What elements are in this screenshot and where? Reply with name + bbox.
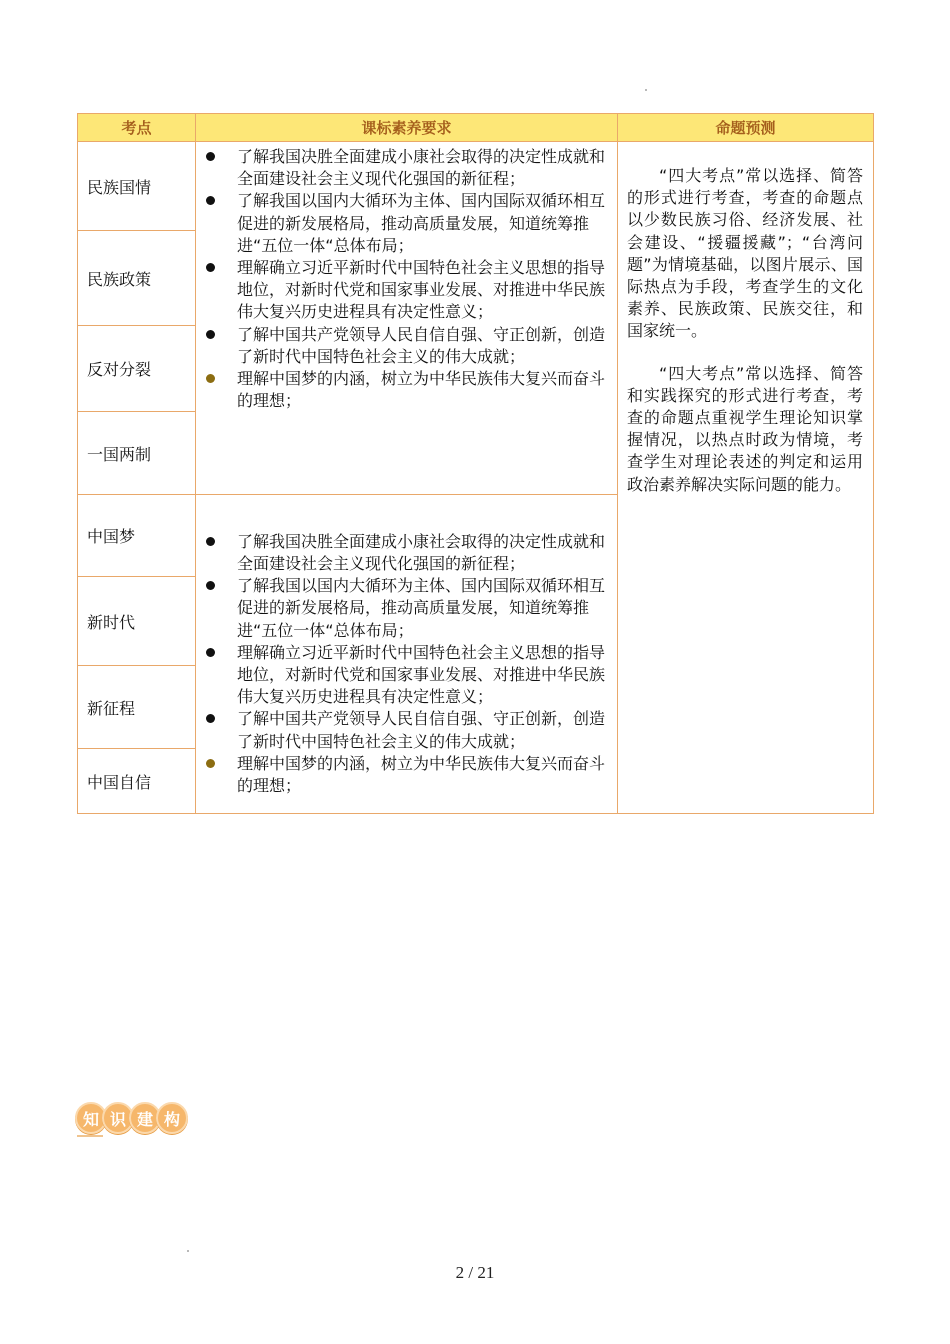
list-item: 了解我国以国内大循环为主体、国内国际双循环相互促进的新发展格局，推动高质量发展，知道统筹推进“五位一体“总体布局；: [206, 190, 609, 257]
logo-char: 识: [102, 1102, 134, 1134]
requirements-cell-group2: [196, 495, 618, 814]
header-requirements: 课标素养要求: [196, 114, 618, 142]
list-item: 理解确立习近平新时代中国特色社会主义思想的指导地位，对新时代党和国家事业发展、对推进中华民族伟大复兴历史进程具有决定性意义；: [206, 257, 609, 324]
decorative-dot: [187, 1250, 189, 1252]
header-topic: 考点: [78, 114, 196, 142]
logo-char: 知: [75, 1102, 107, 1134]
bullet-icon: [206, 537, 215, 546]
logo-underline: [77, 1135, 103, 1137]
list-item: 理解中国梦的内涵，树立为中华民族伟大复兴而奋斗的理想；: [206, 368, 609, 412]
bullet-icon: [206, 648, 215, 657]
table-header-row: [78, 114, 874, 142]
bullet-icon: [206, 196, 215, 205]
list-item: 理解中国梦的内涵，树立为中华民族伟大复兴而奋斗的理想；: [206, 753, 609, 797]
prediction-paragraph: “四大考点”常以选择、简答的形式进行考查，考查的命题点以少数民族习俗、经济发展、社会建设、“援疆援藏”；“台湾问题”为情境基础，以图片展示、国际热点为手段，考查学生的文化素养、民族政策、民族交往，和国家统一。: [627, 166, 863, 341]
table-row: [78, 142, 874, 231]
list-item: 了解中国共产党领导人民自信自强、守正创新，创造了新时代中国特色社会主义的伟大成就；: [206, 708, 609, 752]
list-item: 了解我国决胜全面建成小康社会取得的决定性成就和全面建设社会主义现代化强国的新征程；: [206, 146, 609, 190]
topic-cell: 民族国情: [78, 142, 196, 231]
bullet-icon: [206, 374, 215, 383]
page-number: 2 / 21: [455, 1263, 495, 1282]
topic-cell: 中国自信: [78, 749, 196, 814]
topic-cell: 一国两制: [78, 412, 196, 495]
bullet-icon: [206, 330, 215, 339]
list-item: 了解中国共产党领导人民自信自强、守正创新，创造了新时代中国特色社会主义的伟大成就；: [206, 324, 609, 368]
bullet-icon: [206, 152, 215, 161]
list-item: 理解确立习近平新时代中国特色社会主义思想的指导地位，对新时代党和国家事业发展、对推进中华民族伟大复兴历史进程具有决定性意义；: [206, 642, 609, 709]
logo-char: 建: [129, 1102, 161, 1134]
topic-cell: 反对分裂: [78, 326, 196, 412]
topic-cell: 新时代: [78, 577, 196, 666]
bullet-icon: [206, 581, 215, 590]
prediction-paragraph: “四大考点”常以选择、简答和实践探究的形式进行考查，考查的命题点重视学生理论知识掌握情况，以热点时政为情境，考查学生对理论表述的判定和运用政治素养解决实际问题的能力。: [627, 363, 863, 494]
topic-cell: 新征程: [78, 666, 196, 749]
knowledge-construction-logo: [75, 1102, 187, 1137]
decorative-dot: [645, 89, 647, 91]
topic-cell: 民族政策: [78, 231, 196, 326]
header-prediction: 命题预测: [618, 114, 874, 142]
bullet-icon: [206, 714, 215, 723]
requirements-cell-group1: [196, 142, 618, 495]
bullet-icon: [206, 263, 215, 272]
requirements-list: [196, 142, 617, 412]
list-item: 了解我国决胜全面建成小康社会取得的决定性成就和全面建设社会主义现代化强国的新征程；: [206, 531, 609, 575]
topic-cell: 中国梦: [78, 495, 196, 577]
logo-char: 构: [156, 1102, 188, 1134]
bullet-icon: [206, 759, 215, 768]
requirements-list: [196, 511, 617, 797]
prediction-cell: [618, 142, 874, 814]
exam-topics-table: [77, 113, 874, 814]
list-item: 了解我国以国内大循环为主体、国内国际双循环相互促进的新发展格局，推动高质量发展，知道统筹推进“五位一体“总体布局；: [206, 575, 609, 642]
